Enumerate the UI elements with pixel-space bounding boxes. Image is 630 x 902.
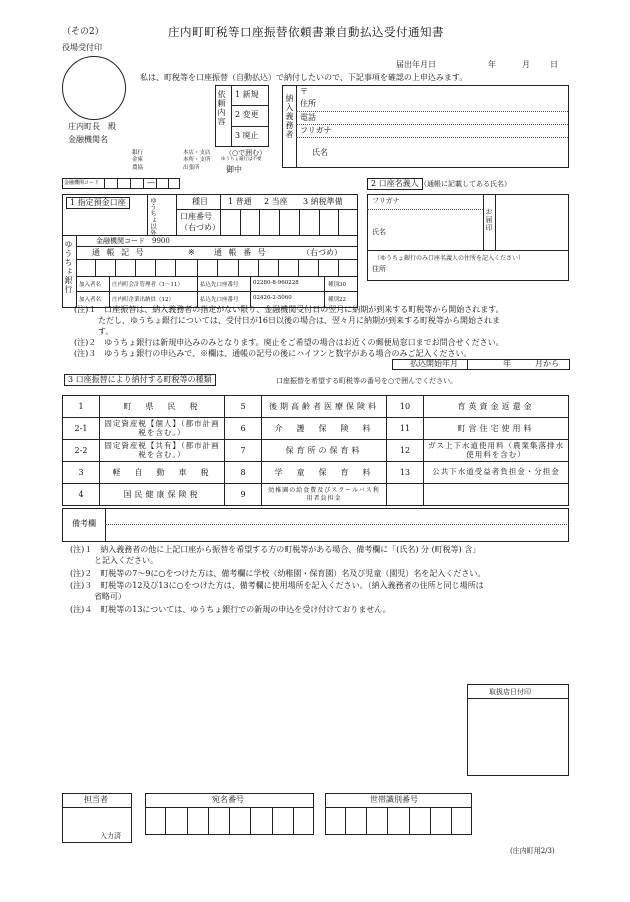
joiner2-account: 02420-2-5060 — [253, 295, 292, 301]
tax-name: 町営住宅使用料 — [424, 418, 569, 440]
tax-num[interactable] — [387, 484, 424, 506]
note-top-3: (注)３ ゆうちょ銀行の申込みで、※欄は、通帳の記号の後にハイフンと数字がある場合のみご記入ください。 — [74, 349, 472, 358]
date-month: 月 — [522, 60, 530, 69]
note-bottom-4: (注)４ 町税等の13については、ゆうちょ銀行での新規の申込を受け付けておりません。 — [70, 605, 391, 614]
holder-furigana-label: フリガナ — [372, 197, 400, 205]
section-3-note: 口座振替を希望する町税等の番号を○で囲んでください。 — [276, 377, 458, 385]
form-title: 庄内町町税等口座振替依頼書兼自動払込受付通知書 — [168, 25, 444, 39]
asterisk-label: ※ — [188, 248, 195, 257]
tax-name: ガス上下水道使用料（農業集落排水使用料を含む） — [424, 440, 569, 462]
remarks-box[interactable] — [62, 508, 569, 542]
passbook-right-align: （右づめ） — [302, 248, 342, 257]
joiner1-type: 種別30 — [328, 282, 346, 288]
date-label: 届出年月日 — [396, 60, 436, 69]
tax-num[interactable]: 2-1 — [63, 418, 100, 440]
tax-num[interactable]: 7 — [225, 440, 262, 462]
note-bottom-2: (注)２ 町税等の7～9に○をつけた方は、備考欄に学校（幼稚園・保育園）名及び児童（園児）名を記入ください。 — [70, 569, 486, 578]
branch-type-list: 本店・支店 本所・支所 出張所 — [183, 150, 211, 171]
joiner1-label: 加入者名 — [79, 282, 102, 288]
section-2-note: （通帳に記載してある氏名） — [420, 180, 511, 188]
tax-num[interactable]: 3 — [63, 462, 100, 484]
type-ordinary[interactable]: 1 普通 — [228, 197, 252, 206]
taxpayer-furigana-label: フリガナ — [300, 126, 332, 135]
tax-name: 軽 自 動 車 税 — [100, 462, 225, 484]
tax-num[interactable]: 4 — [63, 484, 100, 506]
start-date-label: 払込開始年月 — [410, 359, 458, 368]
tax-num[interactable]: 12 — [387, 440, 424, 462]
note-bottom-1: (注)１ 納入義務者の他に上記口座から振替を希望する方の町税等がある場合、備考欄に「(氏名) 分 (町税等) 含」 — [70, 545, 481, 554]
joiner1-account-label: 払込先口座番号 — [200, 282, 239, 288]
passbook-number-cells[interactable] — [76, 259, 358, 276]
non-yucho-label: ゆうちょ以外 — [149, 197, 157, 236]
staff-label: 担当者 — [84, 795, 108, 804]
form-part-label: （その2） — [62, 27, 104, 37]
tax-name: 町 県 民 税 — [100, 396, 225, 418]
joiner1-account: 02280-8-960228 — [253, 280, 299, 286]
joiner2-name: 庄内町企業出納員（12） — [112, 297, 174, 303]
type-current[interactable]: 2 当座 — [264, 197, 288, 206]
tax-num[interactable]: 2-2 — [63, 440, 100, 462]
household-number-label: 世帯識別番号 — [370, 795, 418, 804]
circle-note: （○で囲む） — [225, 149, 267, 157]
joiner2-account-label: 払込先口座番号 — [200, 297, 239, 303]
intro-text: 私は、町税等を口座振替（自動払込）で納付したいので、下記事項を確認の上申込みます。 — [140, 73, 468, 82]
taxpayer-name-label: 氏名 — [312, 148, 328, 157]
form-number: (庄内町用2/3) — [510, 847, 555, 855]
bank-type-list: 銀行 金庫 農協 — [132, 150, 144, 171]
yucho-not-needed-note: ゆうちょ銀行は不要 — [221, 157, 262, 162]
section-1-title: 1 指定預金口座 — [66, 197, 130, 209]
request-label: 依頼内容 — [217, 90, 226, 126]
tax-num[interactable]: 10 — [387, 396, 424, 418]
note-top-1: (注)１ 口座振替は、納入義務者の指定がない限り、金融機関受付日の翌月に納期が到来する町税等から開始されます。 — [74, 305, 504, 314]
tax-num[interactable]: 11 — [387, 418, 424, 440]
addressee-number-label: 宛名番号 — [212, 795, 244, 804]
tax-name: 固定資産税【個人】（都市計画税を含む。） — [100, 418, 225, 440]
section-2-box — [367, 194, 569, 281]
tax-num[interactable]: 5 — [225, 396, 262, 418]
tax-num[interactable]: 9 — [225, 484, 262, 506]
entered-label: 入力済 — [100, 832, 121, 840]
seal-label: お届印 — [485, 208, 493, 232]
yucho-fin-code: 金融機関コード 9900 — [96, 237, 170, 245]
tax-name: 介 護 保 険 料 — [262, 418, 387, 440]
note-top-1b: ただし、ゆうちょ銀行については、受付日が16日以後の場合は、翌々月に納期が到来する町税等から開始されま — [74, 316, 501, 325]
note-bottom-1b: と記入ください。 — [70, 556, 158, 565]
tax-name: 公共下水道受益者負担金・分担金 — [424, 462, 569, 484]
tax-num[interactable]: 6 — [225, 418, 262, 440]
type-tax-reserve[interactable]: 3 納税準備 — [303, 197, 343, 206]
passbook-code-label: 通 帳 記 号 — [92, 248, 146, 257]
note-top-2: (注)２ ゆうちょ銀行は新規申込みのみとなります。廃止をご希望の場合はお近くの郵便局窓口までお問合せください。 — [74, 338, 504, 347]
account-type-label: 種目 — [192, 197, 208, 206]
request-opt-new[interactable]: 1 新規 — [235, 90, 259, 99]
bank-stamp-label: 取扱店日付印 — [489, 688, 531, 696]
tax-num[interactable]: 1 — [63, 396, 100, 418]
tax-type-table — [62, 395, 569, 506]
date-day: 日 — [550, 60, 558, 69]
tax-name: 固定資産税【共有】（都市計画税を含む。） — [100, 440, 225, 462]
holder-name-label: 氏名 — [372, 228, 386, 236]
account-right-align: （右づめ） — [180, 223, 220, 232]
tax-name: 保育所の保育料 — [262, 440, 387, 462]
onchu-label: 御中 — [226, 165, 242, 174]
addressee-mayor: 庄内町長 殿 — [68, 122, 116, 131]
passbook-number-label: 通 帳 番 号 — [214, 248, 268, 257]
addressee-bank: 金融機関名 — [68, 135, 108, 144]
account-number-label: 口座番号 — [180, 212, 212, 221]
tax-num[interactable]: 8 — [225, 462, 262, 484]
taxpayer-address-label: 住所 — [300, 99, 316, 108]
request-opt-cancel[interactable]: 3 廃止 — [235, 131, 259, 140]
section-2-title: 2 口座名義人 — [367, 178, 423, 190]
tax-name: 国民健康保険税 — [100, 484, 225, 506]
start-date-month: 月から — [535, 359, 559, 368]
postal-mark: 〒 — [300, 87, 308, 96]
joiner2-type: 種別22 — [328, 297, 346, 303]
note-bottom-3: (注)３ 町税等の12及び13に○をつけた方は、備考欄に使用場所を記入ください。（納入義務者の住所と同じ場所は — [70, 581, 484, 590]
holder-yucho-note: （ゆうちょ銀行のみ口座名義人の住所を記入ください） — [374, 255, 525, 262]
note-top-1c: す。 — [74, 327, 114, 336]
note-bottom-3b: 省略可） — [70, 592, 126, 601]
taxpayer-phone-label: 電話 — [300, 113, 316, 122]
addressee-number-cells[interactable] — [145, 807, 314, 835]
office-stamp-circle[interactable] — [62, 56, 126, 120]
start-date-year: 年 — [503, 359, 511, 368]
tax-name: 後期高齢者医療保険料 — [262, 396, 387, 418]
tax-name: 育英資金返還金 — [424, 396, 569, 418]
tax-num[interactable]: 13 — [387, 462, 424, 484]
request-opt-change[interactable]: 2 変更 — [235, 110, 259, 119]
office-stamp-label: 役場受付印 — [62, 43, 102, 52]
yucho-label: ゆうちょ銀行 — [64, 240, 73, 294]
bank-code-label: 金融機関コード — [64, 180, 100, 186]
remarks-label: 備考欄 — [72, 519, 96, 528]
taxpayer-label: 納入義務者 — [285, 94, 294, 139]
holder-address-label: 住所 — [372, 265, 386, 273]
date-year: 年 — [488, 60, 496, 69]
tax-name: 学 童 保 育 料 — [262, 462, 387, 484]
tax-name: 幼稚園の給食費及びスクールバス利用者負担金 — [262, 484, 387, 506]
account-number-cells[interactable] — [220, 209, 358, 235]
section-3-title: 3 口座振替により納付する町税等の種類 — [64, 374, 216, 386]
joiner2-label: 加入者名 — [79, 297, 102, 303]
tax-name — [424, 484, 569, 506]
joiner1-name: 庄内町会計管理者（1～11） — [112, 282, 183, 288]
household-number-cells[interactable] — [325, 807, 472, 835]
